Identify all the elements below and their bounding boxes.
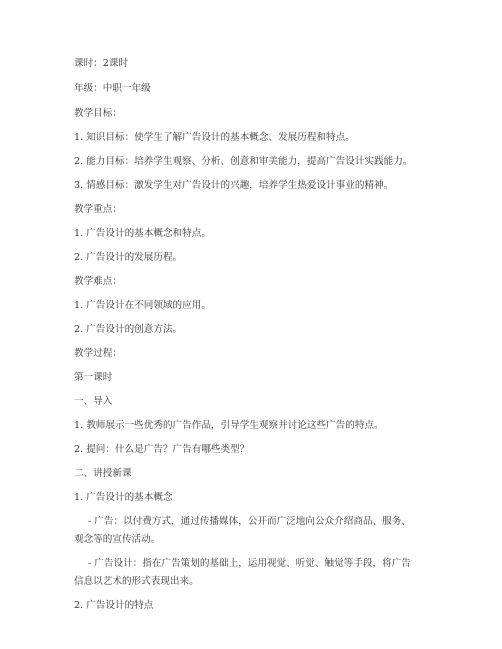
- lesson-title: 第一课时: [74, 372, 113, 383]
- objective-item: 3. 情感目标：激发学生对广告设计的兴趣，培养学生热爱设计事业的精神。: [74, 180, 394, 191]
- intro-item: 1. 教师展示一些优秀的广告作品，引导学生观察并讨论这些广告的特点。: [74, 420, 384, 431]
- topic-heading: 1. 广告设计的基本概念: [74, 492, 173, 503]
- intro-item: 2. 提问：什么是广告？广告有哪些类型？: [74, 444, 250, 455]
- topic-heading: 2. 广告设计的特点: [74, 600, 154, 611]
- objective-item: 2. 能力目标：培养学生观察、分析、创意和审美能力，提高广告设计实践能力。: [74, 156, 413, 167]
- difficulties-heading: 教学难点：: [74, 276, 122, 287]
- objectives-heading: 教学目标：: [74, 108, 122, 119]
- definition-line: 观念等的宣传活动。: [74, 534, 161, 545]
- definition-line: - 广告：以付费方式，通过传播媒体，公开而广泛地向公众介绍商品、服务、: [88, 516, 411, 527]
- difficulty-item: 1. 广告设计在不同领域的应用。: [74, 300, 211, 311]
- objective-item: 1. 知识目标：使学生了解广告设计的基本概念、发展历程和特点。: [74, 132, 355, 143]
- definition-line: - 广告设计：指在广告策划的基础上，运用视觉、听觉、触觉等手段，将广告: [88, 558, 411, 569]
- key-point-item: 2. 广告设计的发展历程。: [74, 252, 183, 263]
- key-point-item: 1. 广告设计的基本概念和特点。: [74, 228, 211, 239]
- difficulty-item: 2. 广告设计的创意方法。: [74, 324, 183, 335]
- key-points-heading: 教学重点：: [74, 204, 122, 215]
- definition-line: 信息以艺术的形式表现出来。: [74, 576, 199, 587]
- grade: 年级：中职一年级: [74, 83, 151, 94]
- class-hours: 课时：2课时: [74, 58, 129, 69]
- process-heading: 教学过程：: [74, 348, 122, 359]
- section-heading: 二、讲授新课: [74, 468, 132, 479]
- section-heading: 一、导入: [74, 396, 113, 407]
